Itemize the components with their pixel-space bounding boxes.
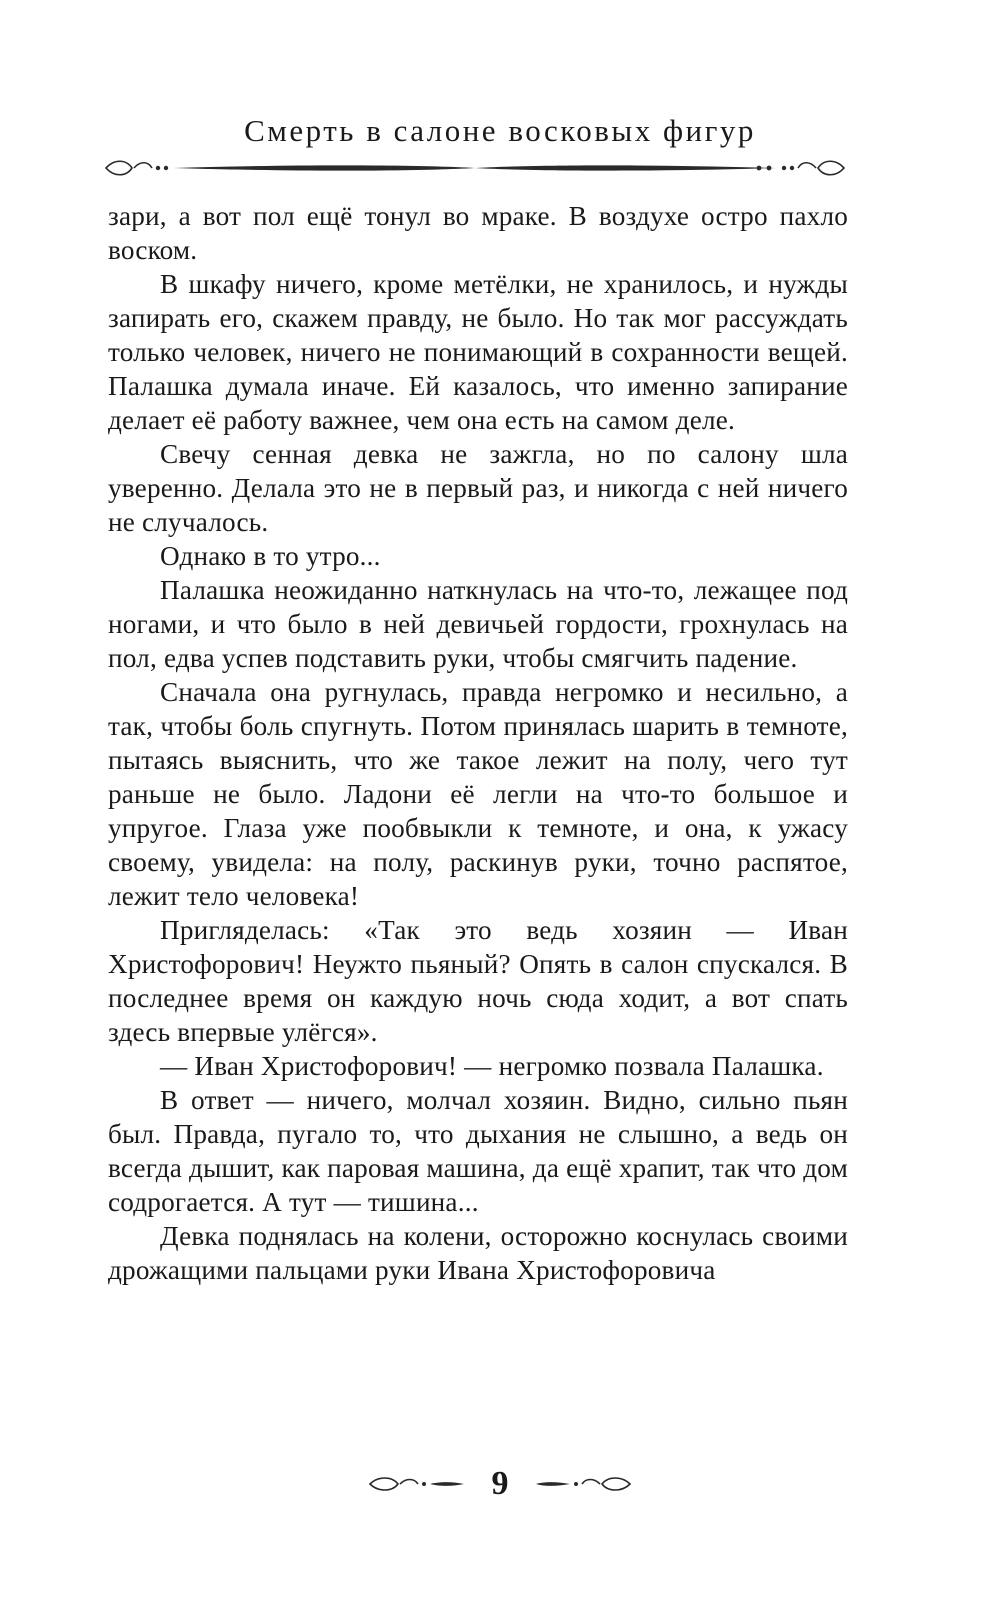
paragraph: зари, а вот пол ещё тонул во мраке. В воздухе остро пахло воском. xyxy=(108,201,848,265)
paragraph: Однако в то утро... xyxy=(160,541,381,571)
paragraph: Девка поднялась на колени, осторожно коснулась своими дрожащими пальцами руки Ивана Христофоровича xyxy=(108,1221,848,1285)
paragraph: Пригляделась: «Так это ведь хозяин — Иван Христофорович! Неужто пьяный? Опять в салон спускался. В последнее время он каждую ночь сюда ходит, а вот спать здесь впервые улёгся». xyxy=(108,915,848,1047)
footer-ornament-left-icon xyxy=(330,1472,470,1496)
footer-ornament-right-icon xyxy=(530,1472,670,1496)
header-ornament-rule xyxy=(104,150,846,186)
body-text xyxy=(108,199,848,1287)
page-number: 9 xyxy=(491,1465,509,1502)
paragraph: В шкафу ничего, кроме метёлки, не хранилось, и нужды запирать его, скажем правду, не было. Но так мог рассуждать только человек, ничего не понимающий в сохранности вещей. Палашка думала иначе. Ей казалось, что именно запирание делает её работу важнее, чем она есть на самом деле. xyxy=(108,269,848,435)
page-footer xyxy=(0,1462,1000,1512)
paragraph: В ответ — ничего, молчал хозяин. Видно, сильно пьян был. Правда, пугало то, что дыхания не слышно, а ведь он всегда дышит, как паровая машина, да ещё храпит, так что дом содрогается. А тут — тишина... xyxy=(108,1085,848,1217)
running-head-title: Смерть в салоне восковых фигур xyxy=(244,113,756,148)
paragraph: Палашка неожиданно наткнулась на что-то, лежащее под ногами, и что было в ней девичьей гордости, грохнулась на пол, едва успев подставить руки, чтобы смягчить падение. xyxy=(108,575,848,673)
paragraph: Свечу сенная девка не зажгла, но по салону шла уверенно. Делала это не в первый раз, и никогда с ней ничего не случалось. xyxy=(108,439,848,537)
paragraph: — Иван Христофорович! — негромко позвала Палашка. xyxy=(160,1051,824,1081)
paragraph: Сначала она ругнулась, правда негромко и несильно, а так, чтобы боль спугнуть. Потом принялась шарить в темноте, пытаясь выяснить, что же такое лежит на полу, чего тут раньше не было. Ладони её легли на что-то большое и упругое. Глаза уже пообвыкли к темноте, и она, к ужасу своему, увидела: на полу, раскинув руки, точно распятое, лежит тело человека! xyxy=(108,677,848,911)
